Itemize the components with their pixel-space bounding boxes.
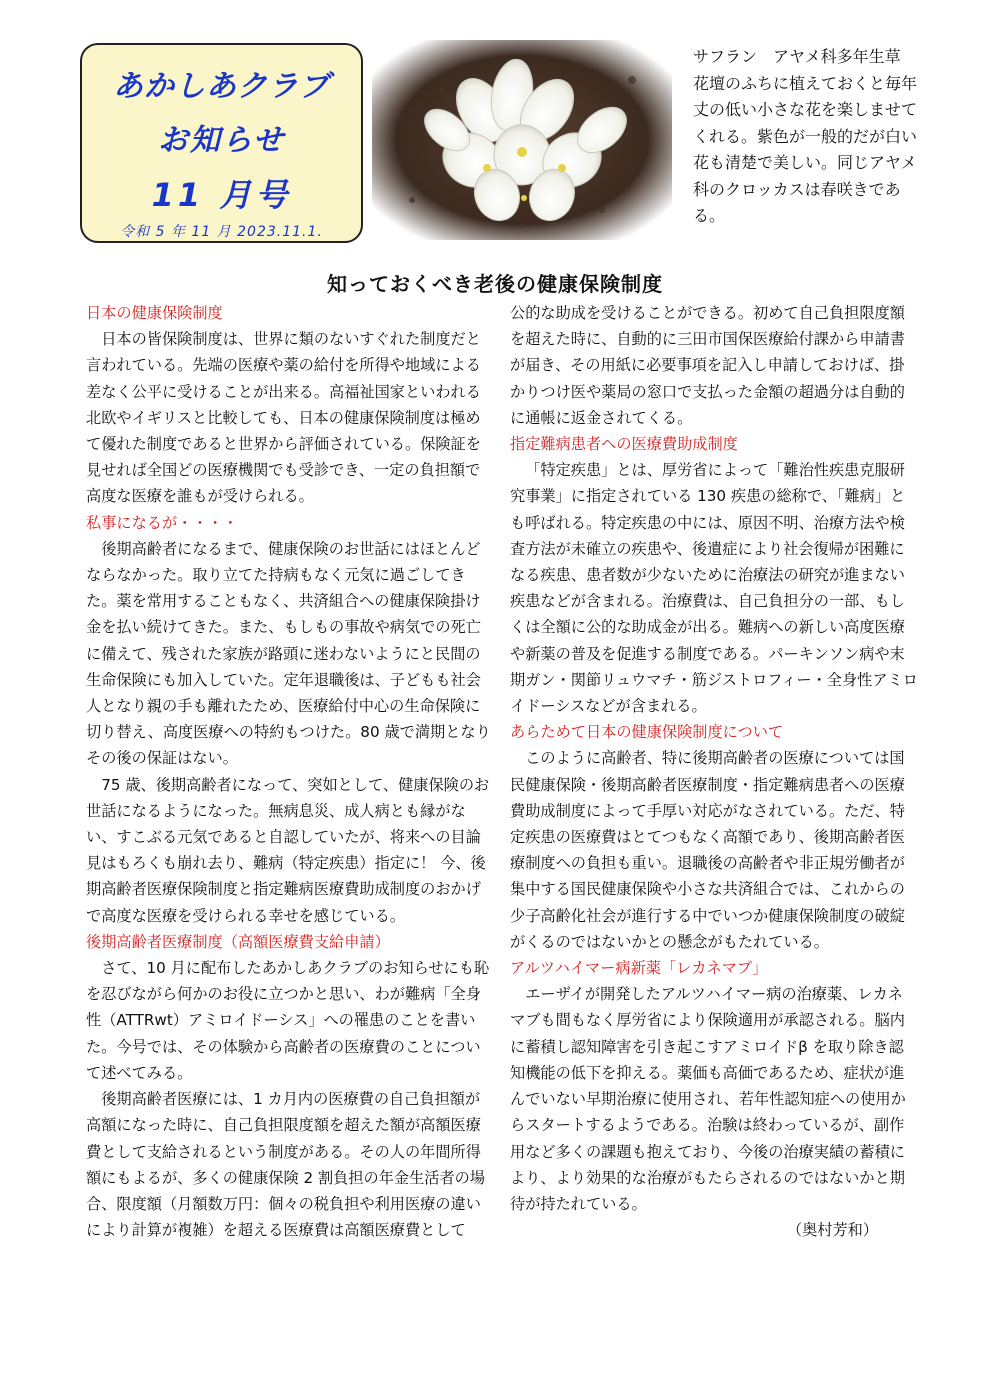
paragraph: 後期高齢者医療には、1 カ月内の医療費の自己負担額が高額になった時に、自己負担限度額を超えた額が高額医療費として支給されるという制度がある。その人の年間所得額にもよるが、多くの健康保険 2 割負担の年金生活者の場合、限度額（月額数万円：個々の税負担や利用医療の違いにより計算が複雑）を超える医療費は高額医療費として [86,1090,486,1240]
article-title: 知っておくべき老後の健康保険制度 [327,272,663,296]
notice-label: お知らせ [157,123,286,158]
paragraph: 日本の皆保険制度は、世界に類のないすぐれた制度だと言われている。先端の医療や薬の給付を所得や地域による差なく公平に受けることが出来る。高福祉国家といわれる北欧やイギリスと比較しても、日本の健康保険制度は極めて優れた制度であると世界から評価されている。保険証を見せれば全国どの医療機関でも受診でき、一定の負担額で高度な医療を誰もが受けられる。 [86,330,481,506]
paragraph: このように高齢者、特に後期高齢者の医療については国民健康保険・後期高齢者医療制度・指定難病患者への医療費助成制度によって手厚い対応がなされている。ただ、特定疾患の医療費はとてつもなく高額であり、後期高齢者医療制度への負担も重い。退職後の高齢者や非正規労働者が集中する国民健康保険や小さな共済組合では、これからの少子高齢化社会が進行する中でいつか健康保険制度の破綻がくるのではないかとの懸念がもたれている。 [510,749,905,951]
issue-date: 令和 5 年 11 月 2023.11.1. [120,224,323,240]
section-heading: 日本の健康保険制度 [86,304,223,322]
issue-month: 11 月号 [151,176,292,214]
paragraph: 75 歳、後期高齢者になって、突如として、健康保険のお世話になるようになった。無病息災、成人病とも縁がない、すこぶる元気であると自認していたが、将来への目論見はもろくも崩れ去り、難病（特定疾患）指定に！ 今、後期高齢者医療保険制度と指定難病医療費助成制度のおかげで高度な医療を受けられる幸せを感じている。 [86,775,490,925]
paragraph: 後期高齢者になるまで、健康保険のお世話にはほとんどならなかった。取り立てた持病もなく元気に過ごしてきた。薬を常用することもなく、共済組合への健康保険掛け金を払い続けてきた。また、もしもの事故や病気での死亡に備えて、残された家族が路頭に迷わないようにと民間の生命保険にも加入していた。定年退職後は、子どもも社会人となり親の手も離れたため、医療給付中心の生命保険に切り替え、高度医療への特約もつけた。80 歳で満期となりその後の保証はない。 [86,539,491,768]
paragraph: さて、10 月に配布したあかしあクラブのお知らせにも恥を忍びながら何かのお役に立つかと思い、わが難病「全身性（ATTRwt）アミロイドーシス」への罹患のことを書いた。今号では、その体験から高齢者の医療費のことについて述べてみる。 [86,959,490,1082]
author-signature: （奥村芳和） [786,1221,878,1240]
paragraph: 「特定疾患」とは、厚労省によって「難治性疾患克服研究事業」に指定されている 130 疾患の総称で、「難病」とも呼ばれる。特定疾患の中には、原因不明、治療方法や検査方法が未確立の疾患や、後遺症により社会復帰が困難になる疾患、患者数が少ないために治療法の研究が進まない疾患などが含まれる。治療費は、自己負担分の一部、もしくは全額に公的な助成金が出る。難病への新しい高度医療や新薬の普及を促進する制度である。パーキンソン病や末期ガン・関節リュウマチ・筋ジストロフィー・全身性アミロイドーシスなどが含まれる。 [510,461,918,716]
section-heading: 指定難病患者への医療費助成制度 [510,435,738,454]
paragraph: 公的な助成を受けることができる。初めて自己負担限度額を超えた時に、自動的に三田市国保医療給付課から申請書が届き、その用紙に必要事項を記入し申請しておけば、掛かりつけ医や薬局の窓口で支払った金額の超過分は自動的に通帳に返金されてくる。 [510,304,905,427]
article-right-column [510,300,918,1243]
section-heading: アルツハイマー病新薬「レカネマブ」 [510,959,768,978]
article-left-column [86,300,494,1243]
paragraph: エーザイが開発したアルツハイマー病の治療薬、レカネマブも間もなく厚労省により保険適用が承認される。脳内に蓄積し認知障害を引き起こすアミロイドβ を取り除き認知機能の低下を抑える。薬価も高価であるため、症状が進んでいない早期治療に使用され、若年性認知症への使用からスタートするようである。治験は終わっているが、副作用など多くの課題も抱えており、今後の治療実績の蓄積により、より効果的な治療がもたらされるのではないかと期待が持たれている。 [510,985,906,1213]
saffron-flower-photo [372,40,672,240]
section-heading: 私事になるが・・・・ [86,513,238,532]
newsletter-title-box [80,43,363,243]
club-name: あかしあクラブ [113,69,330,104]
section-heading: 後期高齢者医療制度（高額医療費支給申請） [86,932,390,951]
section-heading: あらためて日本の健康保険制度について [510,723,784,742]
photo-caption: サフラン アヤメ科多年生草 花壇のふちに植えておくと毎年丈の低い小さな花を楽しませてくれる。紫色が一般的だが白い花も清楚で美しい。同じアヤメ科のクロッカスは春咲きである。 [693,47,918,225]
